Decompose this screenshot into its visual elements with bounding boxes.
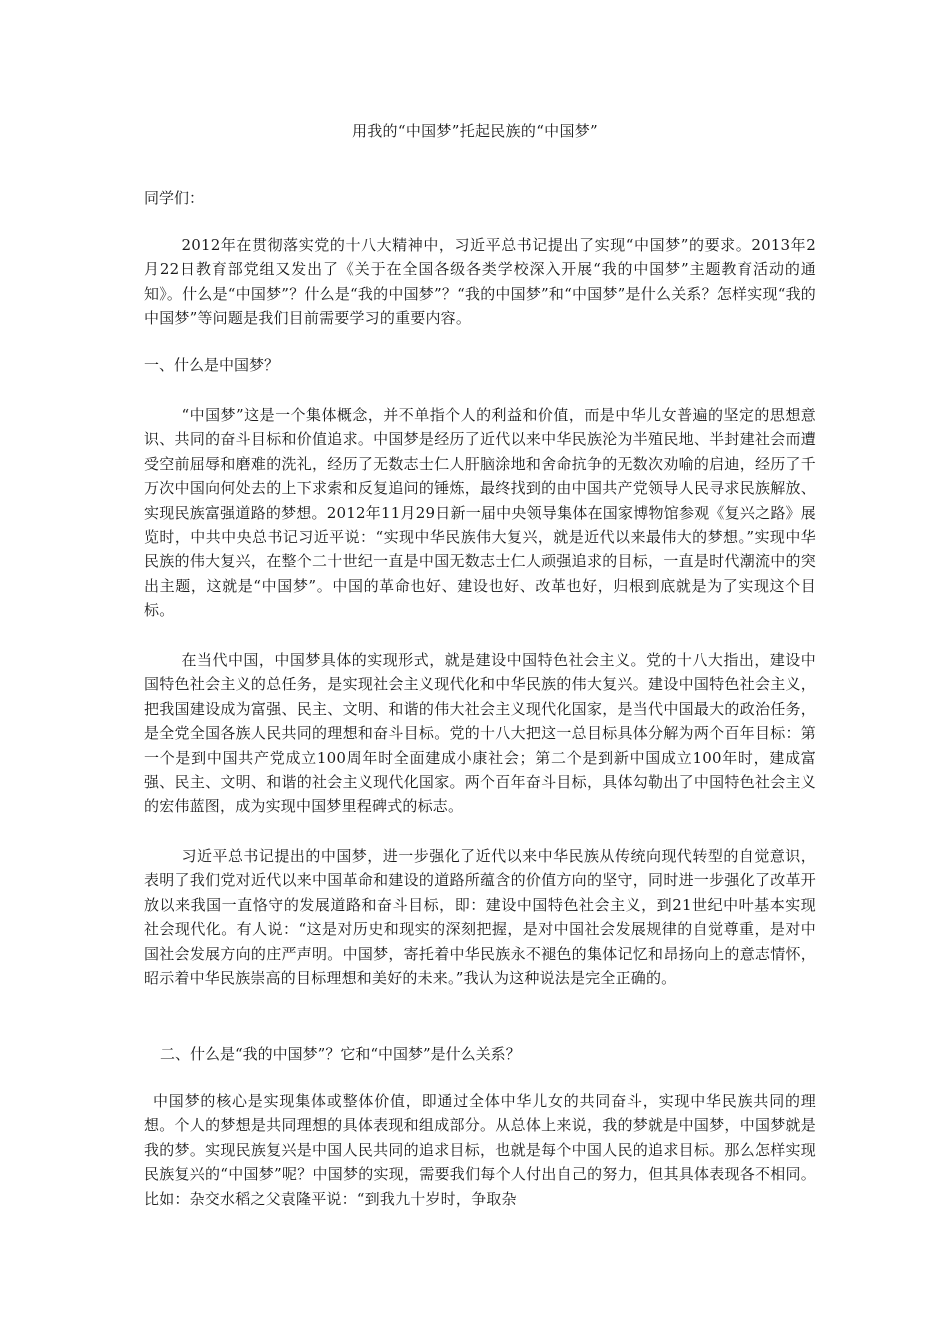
section-heading-my-chinese-dream: 二、什么是“我的中国梦”？它和“中国梦”是什么关系？ <box>160 1045 521 1063</box>
document-title: 用我的“中国梦”托起民族的“中国梦” <box>351 122 599 140</box>
section1-paragraph-1: “中国梦”这是一个集体概念，并不单指个人的利益和价值，而是中华儿女普遍的坚定的思想意识、共同的奋斗目标和价值追求。中国梦是经历了近代以来中华民族沦为半殖民地、半封建社会而遭受空前屈辱和磨难的洗礼，经历了无数志士仁人肝脑涂地和舍命抗争的无数次劝喻的启迪，经历了千万次中国向何处去的上下求索和反复追问的锤炼，最终找到的由中国共产党领导人民寻求民族解放、实现民族富强道路的梦想。2012年11月29日新一届中央领导集体在国家博物馆参观《复兴之路》展览时，中共中央总书记习近平说：“实现中华民族伟大复兴，就是近代以来最伟大的梦想。”实现中华民族的伟大复兴，在整个二十世纪一直是中国无数志士仁人顽强追求的目标，一直是时代潮流中的突出主题，这就是“中国梦”。中国的革命也好、建设也好、改革也好，归根到底就是为了实现这个目标。 <box>144 406 816 620</box>
intro-paragraph: 2012年在贯彻落实党的十八大精神中，习近平总书记提出了实现“中国梦”的要求。2013年2月22日教育部党组又发出了《关于在全国各级各类学校深入开展“我的中国梦”主题教育活动的通知》。什么是“中国梦”？什么是“我的中国梦”？“我的中国梦”和“中国梦”是什么关系？怎样实现“我的中国梦”等问题是我们目前需要学习的重要内容。 <box>144 236 816 328</box>
salutation: 同学们： <box>144 189 205 207</box>
section-heading-what-is-chinese-dream: 一、什么是中国梦？ <box>144 356 280 374</box>
section2-paragraph-1: 中国梦的核心是实现集体或整体价值，即通过全体中华儿女的共同奋斗，实现中华民族共同的理想。个人的梦想是共同理想的具体表现和组成部分。从总体上来说，我的梦就是中国梦，中国梦就是我的梦。实现民族复兴是中国人民共同的追求目标，也就是每个中国人民的追求目标。那么怎样实现民族复兴的“中国梦”呢？中国梦的实现，需要我们每个人付出自己的努力，但其具体表现各不相同。比如：杂交水稻之父袁隆平说：“到我九十岁时，争取杂 <box>144 1092 816 1208</box>
section1-paragraph-3: 习近平总书记提出的中国梦，进一步强化了近代以来中华民族从传统向现代转型的自觉意识，表明了我们党对近代以来中国革命和建设的道路所蕴含的价值方向的坚守，同时进一步强化了改革开放以来我国一直恪守的发展道路和奋斗目标，即：建设中国特色社会主义，到21世纪中叶基本实现社会现代化。有人说：“这是对历史和现实的深刻把握，是对中国社会发展规律的自觉尊重，是对中国社会发展方向的庄严声明。中国梦，寄托着中华民族永不褪色的集体记忆和昂扬向上的意志情怀，昭示着中华民族崇高的目标理想和美好的未来。”我认为这种说法是完全正确的。 <box>144 847 816 988</box>
section1-paragraph-2: 在当代中国，中国梦具体的实现形式，就是建设中国特色社会主义。党的十八大指出，建设中国特色社会主义的总任务，是实现社会主义现代化和中华民族的伟大复兴。建设中国特色社会主义，把我国建设成为富强、民主、文明、和谐的伟大社会主义现代化国家，是当代中国最大的政治任务，是全党全国各族人民共同的理想和奋斗目标。党的十八大把这一总目标具体分解为两个百年目标：第一个是到中国共产党成立100周年时全面建成小康社会；第二个是到新中国成立100年时，建成富强、民主、文明、和谐的社会主义现代化国家。两个百年奋斗目标，具体勾勒出了中国特色社会主义的宏伟蓝图，成为实现中国梦里程碑式的标志。 <box>144 651 816 816</box>
